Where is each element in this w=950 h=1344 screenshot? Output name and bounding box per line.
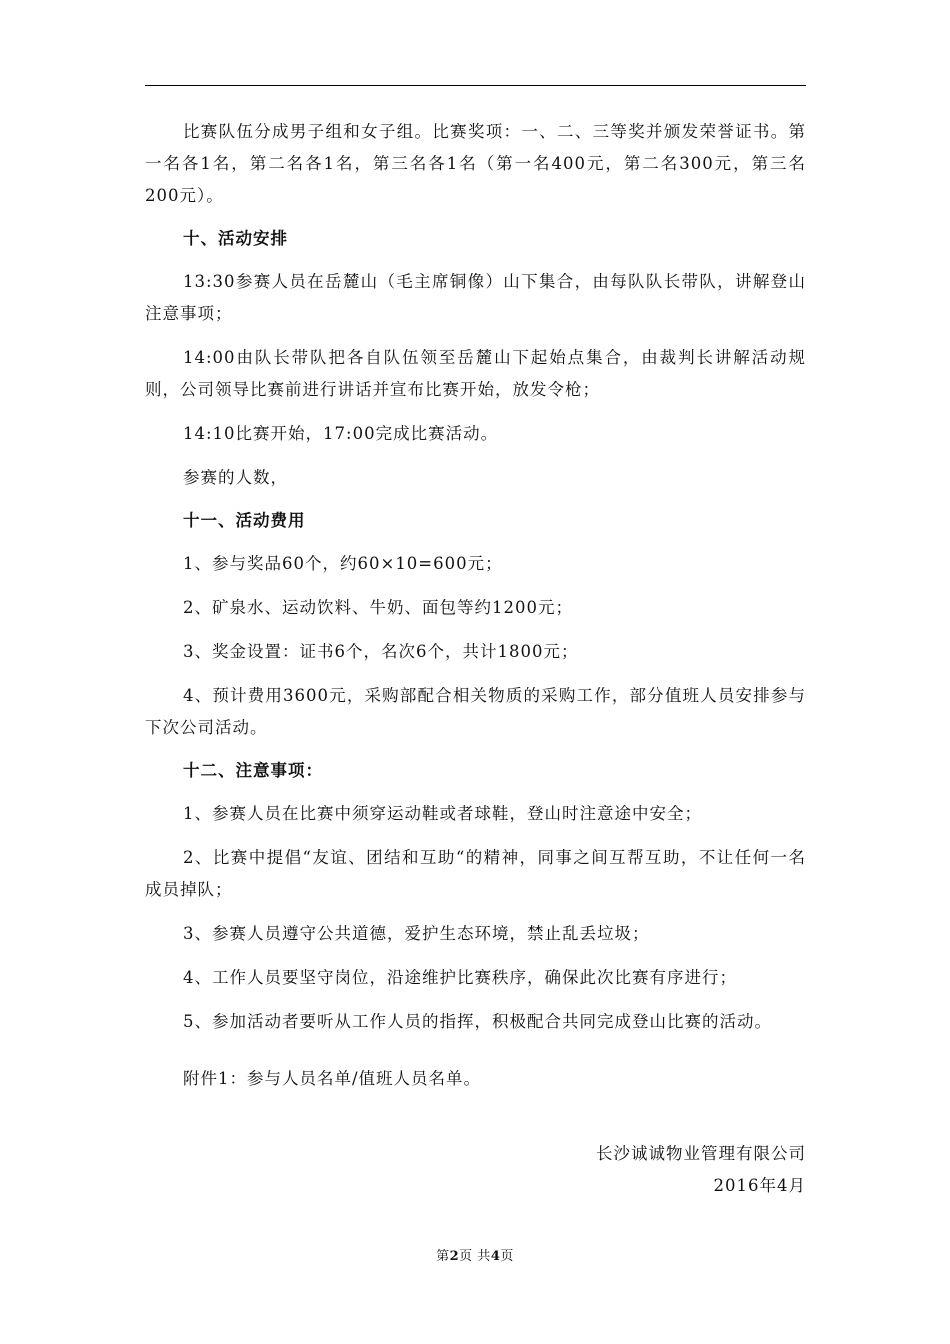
paragraph-list <box>145 116 806 1038</box>
body-paragraph: 比赛队伍分成男子组和女子组。比赛奖项：一、二、三等奖并颁发荣誉证书。第一名各1名，第二名各1名，第三名各1名（第一名400元，第二名300元，第三名200元）。 <box>145 122 806 205</box>
body-paragraph: 4、预计费用3600元，采购部配合相关物质的采购工作，部分值班人员安排参与下次公司活动。 <box>145 686 806 737</box>
body-paragraph: 参赛的人数， <box>183 468 288 487</box>
section-heading: 十、活动安排 <box>183 229 288 248</box>
body-paragraph: 3、参赛人员遵守公共道德，爱护生态环境，禁止乱丢垃圾； <box>183 924 650 943</box>
body-paragraph: 1、参赛人员在比赛中须穿运动鞋或者球鞋，登山时注意途中安全； <box>183 804 702 823</box>
footer-prefix: 第 <box>436 1249 450 1264</box>
attachment-note: 附件1：参与人员名单/值班人员名单。 <box>183 1069 482 1088</box>
total-page-number: 4 <box>490 1249 501 1264</box>
current-page-number: 2 <box>449 1249 460 1264</box>
footer-suffix: 页 <box>500 1249 514 1264</box>
signature-date: 2016年4月 <box>713 1176 806 1195</box>
company-name: 长沙诚诚物业管理有限公司 <box>596 1144 806 1163</box>
body-paragraph: 13:30参赛人员在岳麓山（毛主席铜像）山下集合，由每队队长带队，讲解登山注意事项； <box>145 272 806 323</box>
body-paragraph: 2、矿泉水、运动饮料、牛奶、面包等约1200元； <box>183 598 573 617</box>
body-paragraph: 2、比赛中提倡“友谊、团结和互助“的精神，同事之间互帮互助，不让任何一名成员掉队； <box>145 848 806 899</box>
header-rule <box>145 85 806 86</box>
footer-middle: 页 共 <box>459 1249 491 1264</box>
document-body <box>145 116 806 1094</box>
body-paragraph: 1、参与奖品60个，约60×10=600元； <box>183 554 503 573</box>
section-heading: 十二、注意事项： <box>183 761 323 780</box>
section-heading: 十一、活动费用 <box>183 511 306 530</box>
body-paragraph: 14:10比赛开始，17:00完成比赛活动。 <box>183 424 499 443</box>
body-paragraph: 5、参加活动者要听从工作人员的指挥，积极配合共同完成登山比赛的活动。 <box>183 1012 772 1031</box>
body-paragraph: 4、工作人员要坚守岗位，沿途维护比赛秩序，确保此次比赛有序进行； <box>183 968 737 987</box>
page-footer <box>0 1245 950 1264</box>
signature-block <box>596 1138 806 1202</box>
body-paragraph: 3、奖金设置：证书6个，名次6个，共计1800元； <box>183 642 579 661</box>
body-paragraph: 14:00由队长带队把各自队伍领至岳麓山下起始点集合，由裁判长讲解活动规则，公司领导比赛前进行讲话并宣布比赛开始，放发令枪； <box>145 348 806 399</box>
